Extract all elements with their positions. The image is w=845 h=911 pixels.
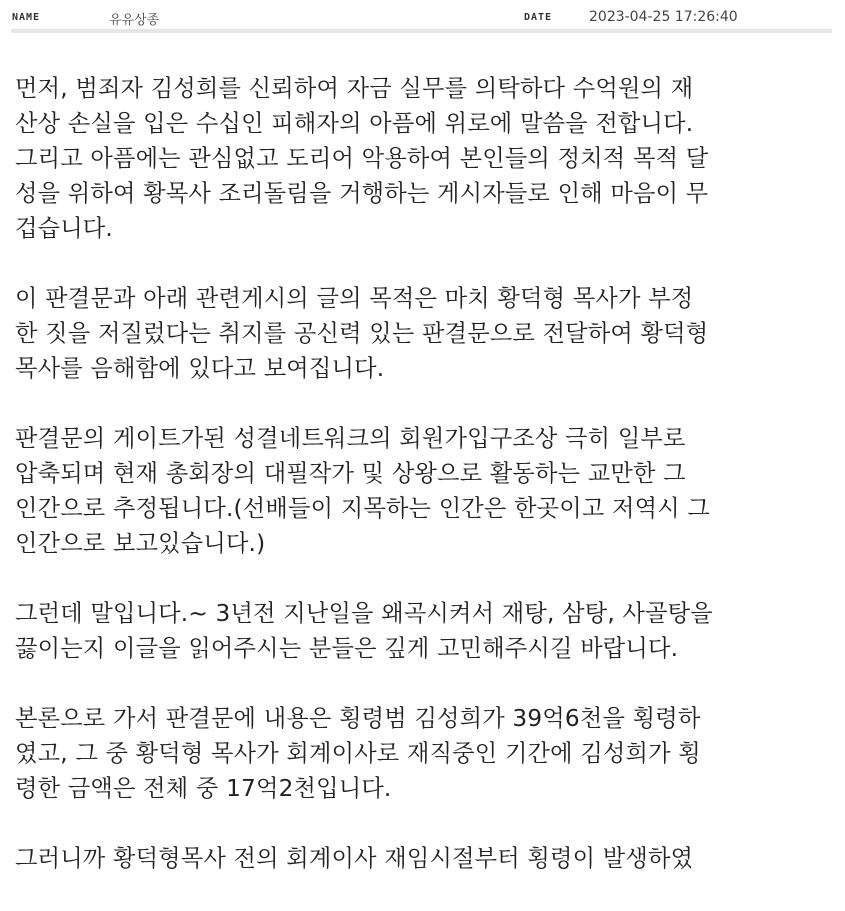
text-line: 먼저, 범죄자 김성희를 신뢰하여 자금 실무를 의탁하다 수억원의 재 [15, 75, 694, 102]
paragraph [15, 701, 835, 806]
paragraph [15, 281, 835, 386]
text-line: 령한 금액은 전체 중 17억2천입니다. [15, 775, 392, 802]
text-line: 였고, 그 중 황덕형 목사가 회계이사로 재직중인 기간에 김성희가 횡 [15, 740, 701, 767]
text-line: 인간으로 추정됩니다.(선배들이 지목하는 인간은 한곳이고 저역시 그 [15, 495, 711, 522]
text-line: 성을 위하여 황목사 조리돌림을 거행하는 게시자들로 인해 마음이 무 [15, 180, 709, 207]
text-line: 압축되며 현재 총회장의 대필작가 및 상왕으로 활동하는 교만한 그 [15, 460, 686, 487]
paragraph [15, 421, 835, 561]
author-name: 유유상종 [109, 13, 160, 28]
text-line: 인간으로 보고있습니다.) [15, 530, 266, 557]
paragraph [15, 596, 835, 666]
text-line: 이 판결문과 아래 관련게시의 글의 목적은 마치 황덕형 목사가 부정 [15, 285, 694, 312]
paragraph [15, 71, 835, 246]
text-line: 겁습니다. [15, 215, 113, 242]
text-line: 목사를 음해함에 있다고 보여집니다. [15, 355, 385, 382]
post-header [11, 0, 832, 33]
text-line: 판결문의 게이트가된 성결네트워크의 회원가입구조상 극히 일부로 [15, 425, 686, 452]
text-line: 본론으로 가서 판결문에 내용은 횡령범 김성희가 39억6천을 횡령하 [15, 705, 701, 732]
date-label: DATE [524, 12, 553, 23]
name-label: NAME [12, 12, 41, 23]
text-line: 그리고 아픔에는 관심없고 도리어 악용하여 본인들의 정치적 목적 달 [15, 145, 709, 172]
text-line: 그러니까 황덕형목사 전의 회계이사 재임시절부터 횡령이 발생하였 [15, 845, 694, 872]
post-date: 2023-04-25 17:26:40 [589, 9, 738, 25]
text-line: 그런데 말입니다.~ 3년전 지난일을 왜곡시켜서 재탕, 삼탕, 사골탕을 [15, 600, 713, 627]
text-line: 한 짓을 저질렀다는 취지를 공신력 있는 판결문으로 전달하여 황덕형 [15, 320, 709, 347]
post-body [15, 71, 835, 911]
text-line: 끓이는지 이글을 읽어주시는 분들은 깊게 고민해주시길 바랍니다. [15, 635, 679, 662]
paragraph [15, 841, 835, 876]
text-line: 산상 손실을 입은 수십인 피해자의 아픔에 위로에 말씀을 전합니다. [15, 110, 694, 137]
